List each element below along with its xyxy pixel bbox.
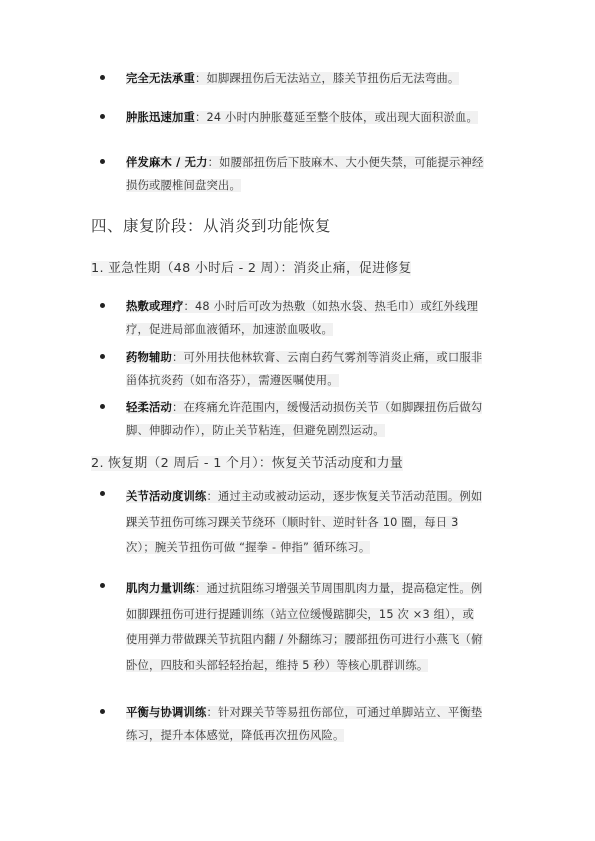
bullet-body-continued: 踝关节扭伤可练习踝关节绕环（顺时针、逆时针各 10 圈，每日 3 [126, 515, 459, 529]
bullet-body: ：可外用扶他林软膏、云南白药气雾剂等消炎止痛，或口服非 [172, 351, 483, 364]
sub-heading-text: 1. 亚急性期（48 小时后 - 2 周）：消炎止痛，促进修复 [91, 261, 412, 276]
bullet-body: ：如腰部扭伤后下肢麻木、大小便失禁，可能提示神经 [207, 156, 484, 169]
bullet-icon [100, 303, 105, 308]
bullet-body: ：如脚踝扭伤后无法站立，膝关节扭伤后无法弯曲。 [194, 72, 460, 85]
bullet-text [126, 296, 506, 341]
bullet-icon [100, 114, 105, 119]
bullet-body-continued: 使用弹力带做踝关节抗阻内翻 / 外翻练习；腰部扭伤可进行小燕飞（俯 [126, 633, 483, 646]
bullet-item [106, 152, 506, 197]
sub-heading-text: 2. 恢复期（2 周后 - 1 个月）：恢复关节活动度和力量 [91, 456, 403, 471]
bullet-body: ：针对踝关节等易扭伤部位，可通过单脚站立、平衡垫 [206, 706, 483, 719]
bullet-item [106, 397, 506, 442]
bullet-label: 完全无法承重 [126, 72, 195, 85]
bullet-body: ：通过主动或被动运动，逐步恢复关节活动范围。例如 [206, 490, 483, 503]
bullet-item [106, 107, 506, 130]
bullet-body: ：在疼痛允许范围内，缓慢活动损伤关节（如脚踝扭伤后做勾 [172, 401, 483, 414]
bullet-icon [100, 75, 105, 80]
bullet-body-continued: 疗，促进局部血液循环，加速淤血吸收。 [126, 322, 333, 336]
bullet-icon [100, 404, 105, 409]
bullet-body-continued: 次）；腕关节扭伤可做 “握拳 - 伸指” 循环练习。 [126, 541, 371, 554]
bullet-item [106, 296, 506, 341]
bullet-label: 药物辅助 [126, 351, 172, 364]
bullet-item [106, 576, 506, 678]
bullet-text [126, 576, 506, 678]
bullet-icon [100, 583, 105, 588]
bullet-label: 伴发麻木 / 无力 [126, 156, 208, 169]
bullet-body-continued: 甾体抗炎药（如布洛芬），需遵医嘱使用。 [126, 373, 339, 387]
bullet-text [126, 68, 506, 91]
bullet-label: 轻柔活动 [126, 401, 172, 414]
sub-heading [91, 257, 411, 276]
bullet-text [126, 397, 506, 442]
bullet-text [126, 484, 506, 561]
bullet-item [106, 484, 506, 561]
bullet-body-continued: 如脚踝扭伤可进行提踵训练（站立位缓慢踮脚尖，15 次 ×3 组），或 [126, 607, 474, 621]
bullet-label: 关节活动度训练 [126, 490, 207, 503]
bullet-item [106, 702, 506, 747]
bullet-label: 热敷或理疗 [126, 300, 184, 313]
section-heading: 四、康复阶段：从消炎到功能恢复 [91, 217, 332, 235]
bullet-label: 肌肉力量训练 [126, 582, 195, 595]
bullet-icon [100, 159, 105, 164]
bullet-item [106, 68, 506, 91]
bullet-label: 平衡与协调训练 [126, 706, 207, 719]
bullet-item [106, 347, 506, 392]
bullet-icon [100, 491, 105, 496]
bullet-body-continued: 脚、伸脚动作），防止关节粘连，但避免剧烈运动。 [126, 423, 385, 437]
bullet-text [126, 152, 506, 197]
bullet-text [126, 702, 506, 747]
bullet-body: ：24 小时内肿胀蔓延至整个肢体，或出现大面积淤血。 [194, 111, 478, 124]
bullet-text [126, 107, 506, 130]
bullet-text [126, 347, 506, 392]
bullet-icon [100, 709, 105, 714]
bullet-body-continued: 练习，提升本体感觉，降低再次扭伤风险。 [126, 728, 345, 742]
bullet-label: 肿胀迅速加重 [126, 111, 195, 124]
bullet-icon [100, 354, 105, 359]
bullet-body-continued: 损伤或腰椎间盘突出。 [126, 178, 241, 192]
bullet-body: ：48 小时后可改为热敷（如热水袋、热毛巾）或红外线理 [183, 300, 478, 313]
sub-heading [91, 452, 403, 471]
bullet-body-continued: 卧位，四肢和头部轻轻抬起，维持 5 秒）等核心肌群训练。 [126, 658, 429, 672]
bullet-body: ：通过抗阻练习增强关节周围肌肉力量，提高稳定性。例 [194, 582, 483, 595]
